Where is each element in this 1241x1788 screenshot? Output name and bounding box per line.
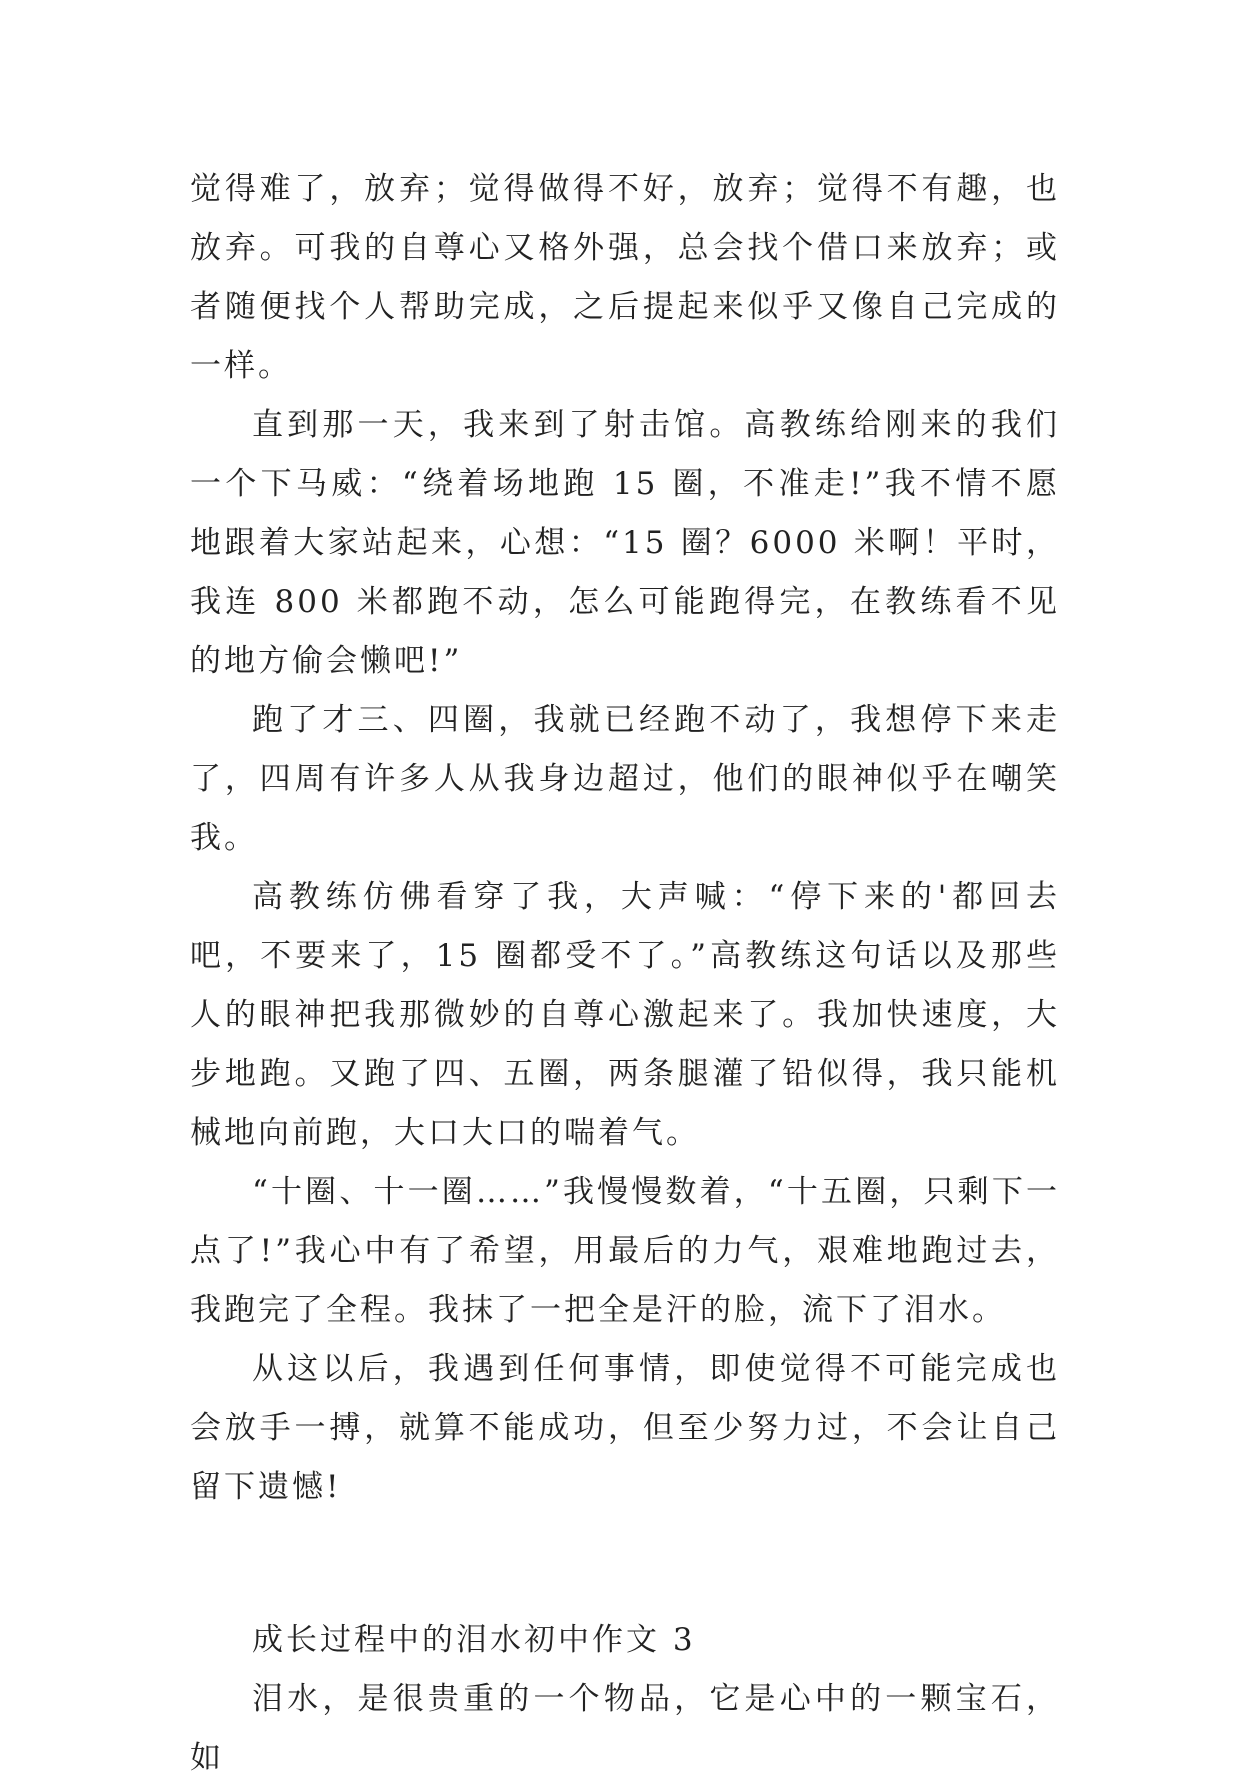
paragraph-4: 高教练仿佛看穿了我，大声喊：“停下来的'都回去吧，不要来了，15 圈都受不了。”高教练这句话以及那些人的眼神把我那微妙的自尊心激起来了。我加快速度，大步地跑。又跑了四、五圈，两条腿灌了铅似得，我只能机械地向前跑，大口大口的喘着气。 bbox=[190, 879, 1060, 1151]
paragraph-5: “十圈、十一圈……”我慢慢数着，“十五圈，只剩下一点了!”我心中有了希望，用最后的力气，艰难地跑过去，我跑完了全程。我抹了一把全是汗的脸，流下了泪水。 bbox=[190, 1174, 1060, 1328]
paragraph-3: 跑了才三、四圈，我就已经跑不动了，我想停下来走了，四周有许多人从我身边超过，他们的眼神似乎在嘲笑我。 bbox=[190, 702, 1060, 856]
paragraph-2: 直到那一天，我来到了射击馆。高教练给刚来的我们一个下马威：“绕着场地跑 15 圈，不准走!”我不情不愿地跟着大家站起来，心想：“15 圈？6000 米啊！平时，我连 800 米都跑不动，怎么可能跑得完，在教练看不见的地方偷会懒吧!” bbox=[190, 407, 1060, 679]
paragraph-6: 从这以后，我遇到任何事情，即使觉得不可能完成也会放手一搏，就算不能成功，但至少努力过，不会让自己留下遗憾! bbox=[190, 1351, 1060, 1505]
paragraph-1: 觉得难了，放弃；觉得做得不好，放弃；觉得不有趣，也放弃。可我的自尊心又格外强，总会找个借口来放弃；或者随便找个人帮助完成，之后提起来似乎又像自己完成的一样。 bbox=[190, 171, 1060, 384]
section-title: 成长过程中的泪水初中作文 3 bbox=[252, 1622, 696, 1658]
document-body bbox=[190, 160, 1060, 1788]
section-paragraph-1: 泪水，是很贵重的一个物品，它是心中的一颗宝石，如 bbox=[190, 1681, 1060, 1776]
